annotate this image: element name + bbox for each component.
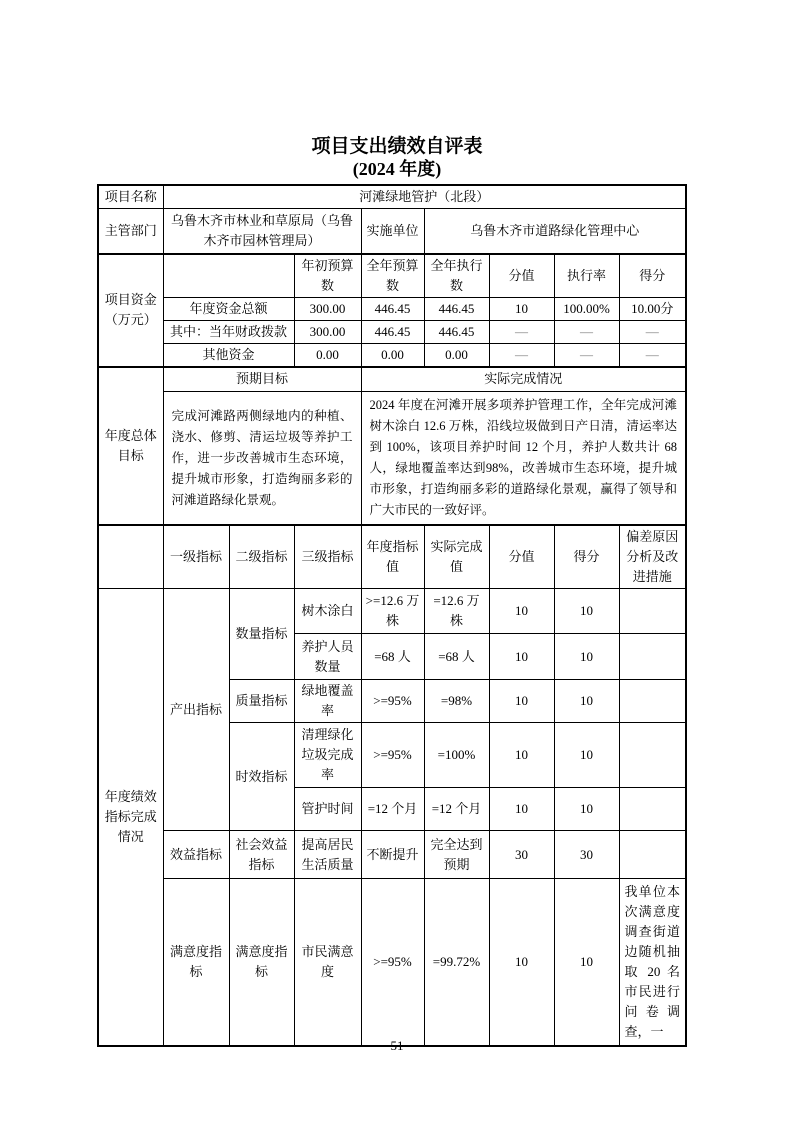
indicator-col-header: 年度指标值 [361,525,424,589]
funding-section-label: 项目资金（万元） [98,254,163,367]
table-row [98,831,686,879]
table-row [98,185,686,209]
funding-cell: 446.45 [361,320,424,343]
document-subtitle: (2024 年度) [352,159,442,179]
funding-cell: 0.00 [424,343,489,367]
table-row [98,209,686,254]
page-number: 51 [390,1038,404,1053]
indicator-score-total: 10 [489,589,554,634]
funding-col-header: 执行率 [554,254,619,298]
indicator-section-label: 年度绩效指标完成情况 [98,589,163,1047]
funding-cell: — [554,343,619,367]
level1-satisfaction: 满意度指标 [163,879,229,1047]
indicator-deviation [619,831,686,879]
indicator-name: 树木涂白 [294,589,361,634]
funding-cell: 300.00 [294,297,361,320]
indicator-deviation [619,788,686,831]
indicator-score-total: 10 [489,634,554,680]
indicator-score-total: 10 [489,723,554,788]
funding-col-header: 得分 [619,254,686,298]
indicator-score: 10 [554,879,619,1047]
funding-cell: 100.00% [554,297,619,320]
indicator-actual: =12.6 万株 [424,589,489,634]
indicator-score-total: 10 [489,788,554,831]
indicator-name: 养护人员数量 [294,634,361,680]
indicator-col-header: 偏差原因分析及改进措施 [619,525,686,589]
level1-benefit: 效益指标 [163,831,229,879]
indicator-col-header: 三级指标 [294,525,361,589]
impl-unit-value: 乌鲁木齐市道路绿化管理中心 [424,209,686,254]
funding-cell: 0.00 [294,343,361,367]
indicator-col-header: 分值 [489,525,554,589]
level2-quantity: 数量指标 [229,589,294,680]
impl-unit-label: 实施单位 [361,209,424,254]
indicator-target: =12 个月 [361,788,424,831]
indicator-actual: =99.72% [424,879,489,1047]
indicator-deviation [619,723,686,788]
funding-row-label: 年度资金总额 [163,297,294,320]
funding-col-header: 分值 [489,254,554,298]
funding-col-header: 全年预算数 [361,254,424,298]
indicator-target: >=12.6 万株 [361,589,424,634]
project-name-label: 项目名称 [98,185,163,209]
indicator-score-total: 10 [489,680,554,723]
table-row [98,297,686,320]
indicator-actual: =68 人 [424,634,489,680]
document-title: 项目支出绩效自评表 [311,136,483,157]
table-row [98,320,686,343]
table-row [98,589,686,634]
indicator-score: 30 [554,831,619,879]
funding-cell: 0.00 [361,343,424,367]
funding-cell: 10 [489,297,554,320]
indicator-deviation: 我单位本次满意度调查街道边随机抽取 20 名市民进行问卷调查，一 [619,879,686,1047]
annual-goal-label: 年度总体目标 [98,367,163,526]
funding-cell: — [619,320,686,343]
actual-completion-header: 实际完成情况 [361,367,686,392]
funding-col-header: 全年执行数 [424,254,489,298]
indicator-actual: =100% [424,723,489,788]
indicator-deviation [619,634,686,680]
level2-quality: 质量指标 [229,680,294,723]
indicator-target: >=95% [361,723,424,788]
level1-output: 产出指标 [163,589,229,831]
indicator-score: 10 [554,634,619,680]
indicator-col-header: 一级指标 [163,525,229,589]
funding-cell: — [489,320,554,343]
expected-goal-text: 完成河滩路两侧绿地内的种植、浇水、修剪、清运垃圾等养护工作，进一步改善城市生态环境，提升城市形象，打造绚丽多彩的河滩道路绿化景观。 [163,392,361,526]
funding-col-header: 年初预算数 [294,254,361,298]
funding-row-label: 其中：当年财政拨款 [163,320,294,343]
indicator-deviation [619,680,686,723]
indicator-score: 10 [554,723,619,788]
funding-cell: 10.00分 [619,297,686,320]
table-row [98,367,686,392]
indicator-name: 市民满意度 [294,879,361,1047]
indicator-name: 管护时间 [294,788,361,831]
indicator-col-header: 实际完成值 [424,525,489,589]
level2-satisfaction: 满意度指标 [229,879,294,1047]
table-row [98,254,686,298]
funding-cell: — [554,320,619,343]
funding-row-label: 其他资金 [163,343,294,367]
indicator-name: 清理绿化垃圾完成率 [294,723,361,788]
actual-completion-text: 2024 年度在河滩开展多项养护管理工作，全年完成河滩树木涂白 12.6 万株，沿线垃圾做到日产日清，清运率达到 100%，该项目养护时间 12 个月，养护人数共计 68 人，绿地覆盖率达到98%，改善城市生态环境，提升城市形象，打造绚丽多彩的道路绿化景观，赢得了领导和广大市民的一致好评。 [361,392,686,526]
dept-label: 主管部门 [98,209,163,254]
funding-cell: 446.45 [424,320,489,343]
indicator-col-header: 二级指标 [229,525,294,589]
indicator-target: 不断提升 [361,831,424,879]
expected-goal-header: 预期目标 [163,367,361,392]
indicator-target: >=95% [361,680,424,723]
indicator-col-header: 得分 [554,525,619,589]
indicator-deviation [619,589,686,634]
level2-timeliness: 时效指标 [229,723,294,831]
indicator-target: =68 人 [361,634,424,680]
performance-self-evaluation-table [97,184,687,1047]
funding-blank-cell [163,254,294,298]
indicator-name: 绿地覆盖率 [294,680,361,723]
indicator-actual: 完全达到预期 [424,831,489,879]
table-row [98,525,686,589]
indicator-blank-cell [98,525,163,589]
funding-cell: — [489,343,554,367]
dept-value: 乌鲁木齐市林业和草原局（乌鲁木齐市园林管理局） [163,209,361,254]
indicator-target: >=95% [361,879,424,1047]
project-name-value: 河滩绿地管护（北段） [163,185,686,209]
indicator-actual: =12 个月 [424,788,489,831]
indicator-score: 10 [554,788,619,831]
table-row [98,392,686,526]
funding-cell: 300.00 [294,320,361,343]
indicator-score: 10 [554,680,619,723]
indicator-score-total: 10 [489,879,554,1047]
indicator-score: 10 [554,589,619,634]
indicator-name: 提高居民生活质量 [294,831,361,879]
funding-cell: — [619,343,686,367]
level2-social: 社会效益指标 [229,831,294,879]
indicator-actual: =98% [424,680,489,723]
table-row [98,343,686,367]
indicator-score-total: 30 [489,831,554,879]
funding-cell: 446.45 [361,297,424,320]
funding-cell: 446.45 [424,297,489,320]
table-row [98,879,686,1047]
